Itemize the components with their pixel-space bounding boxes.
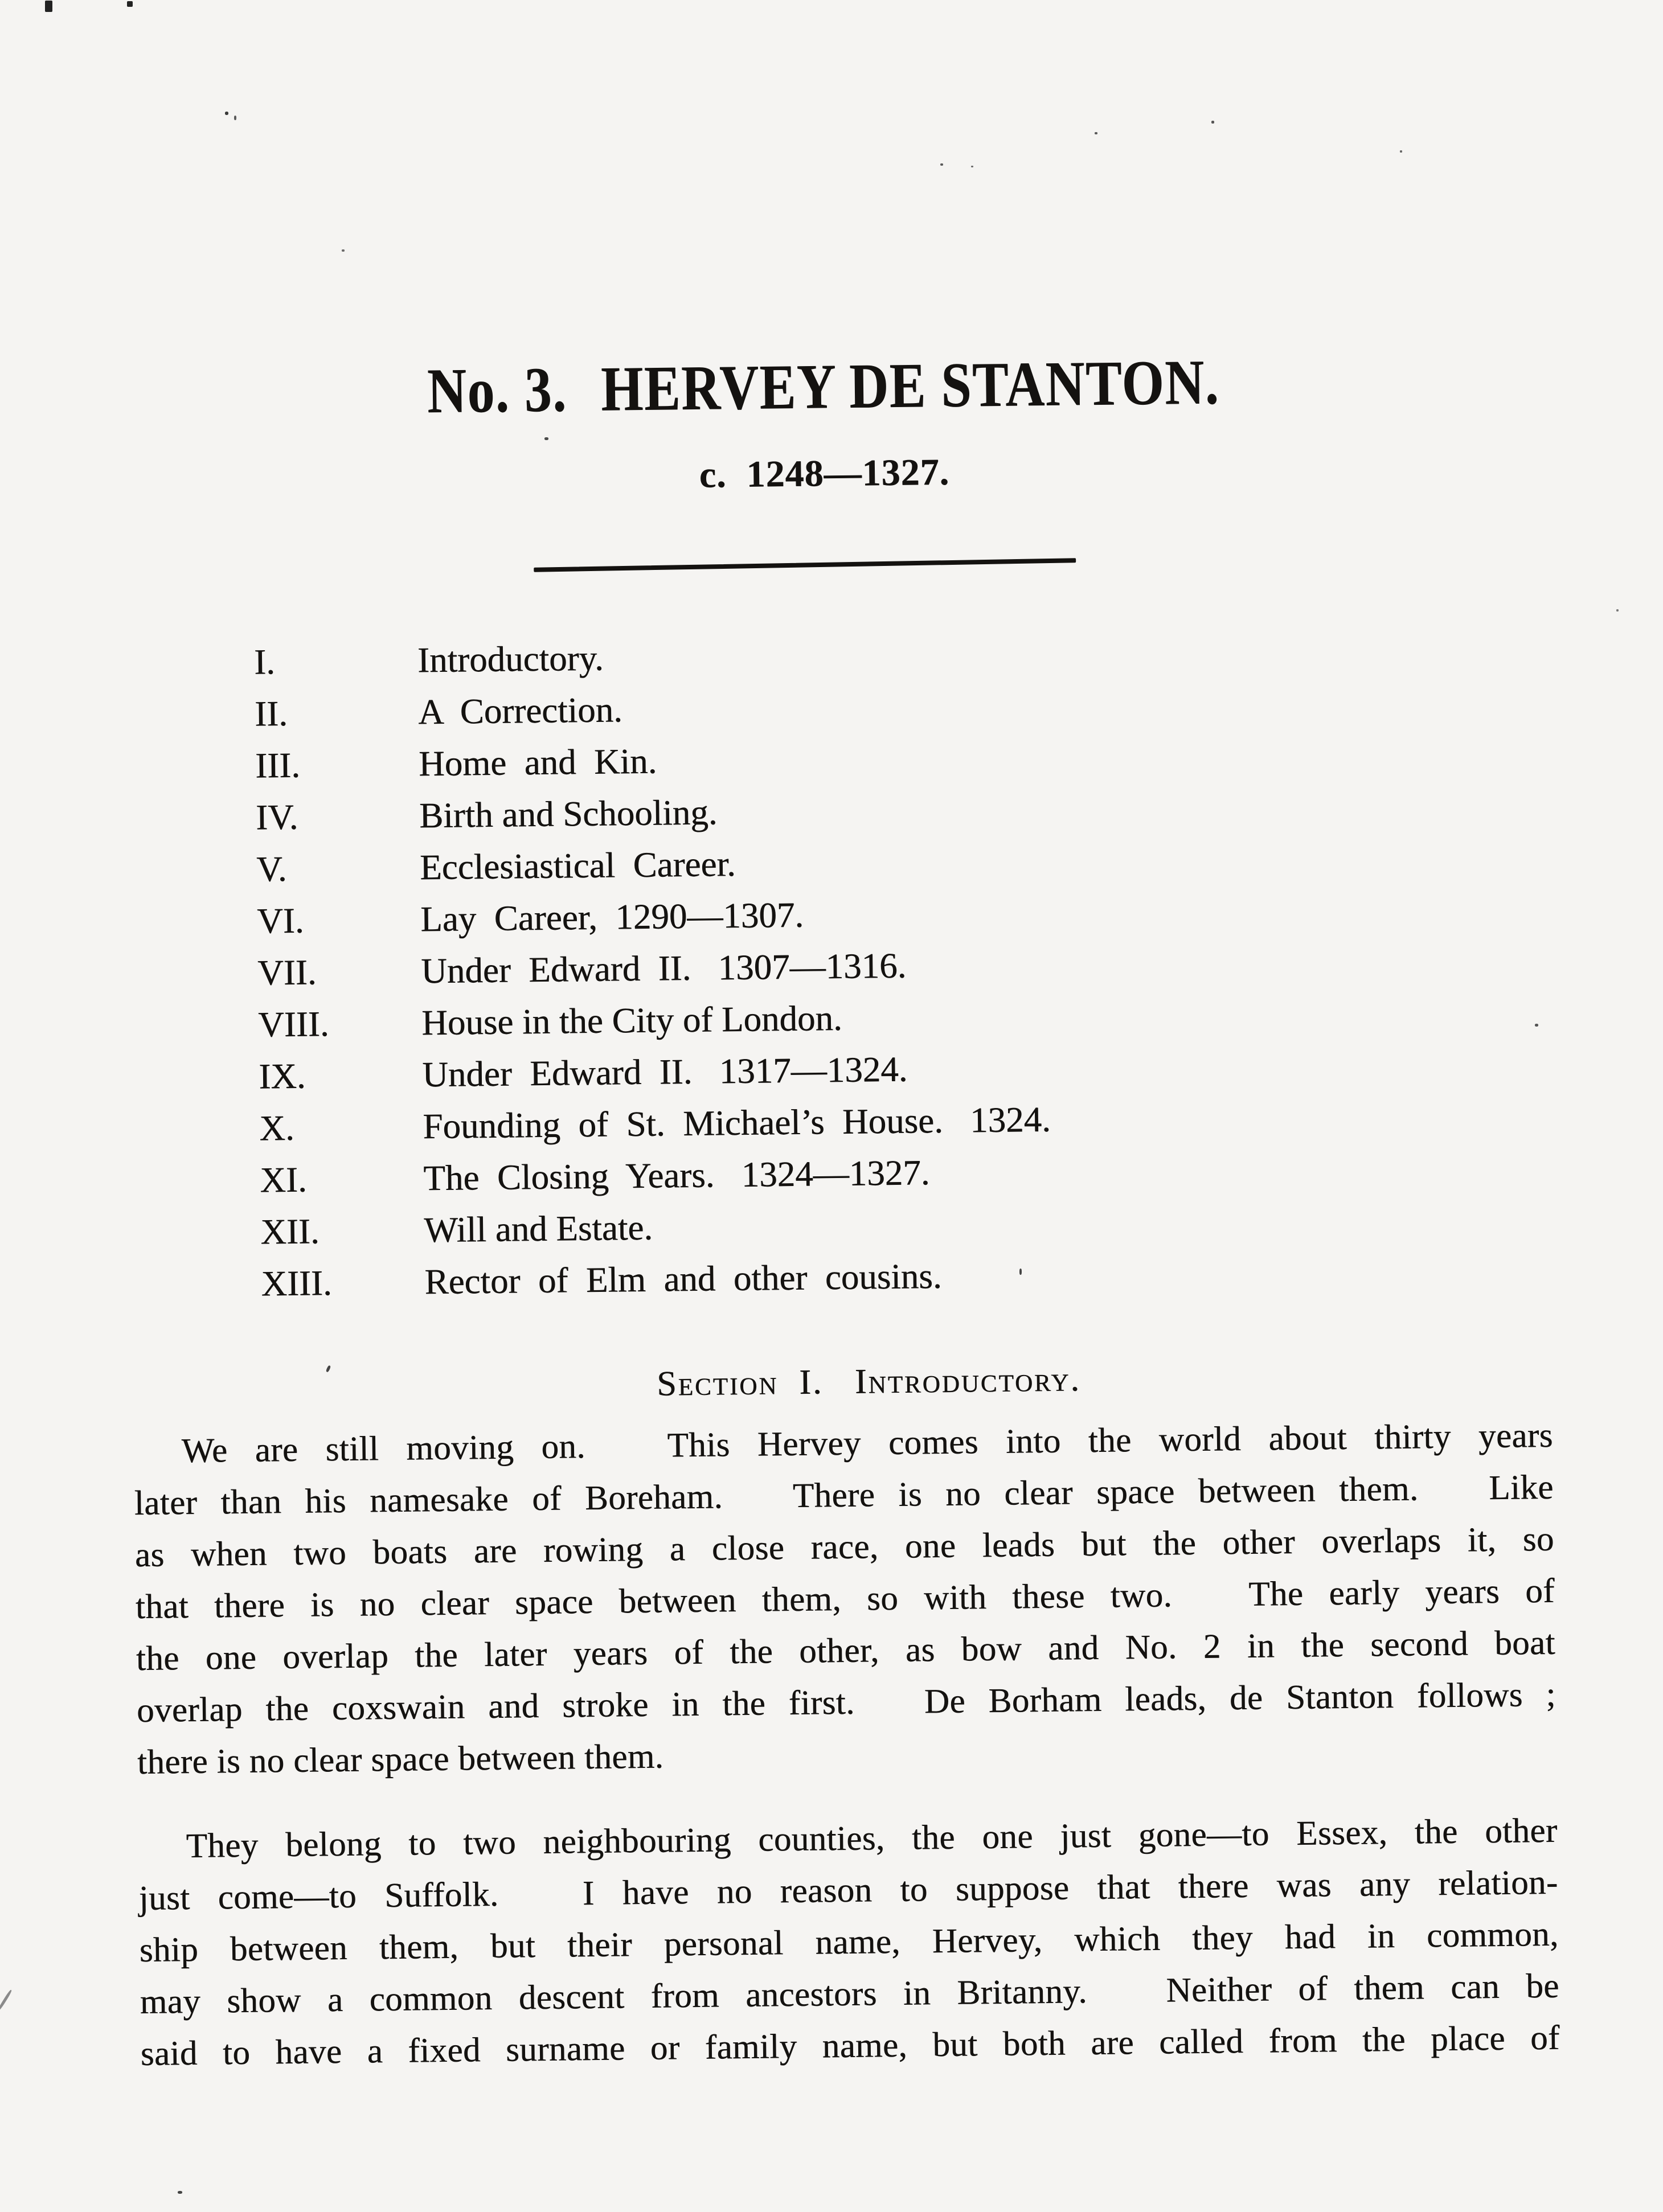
toc-numeral: X.	[259, 1107, 295, 1148]
text-line: later than his namesake of Boreham. There is no clear space between them. Like	[134, 1468, 1554, 1522]
scan-speck	[1400, 150, 1402, 153]
scan-speck	[544, 437, 548, 440]
page-title-name: HERVEY DE STANTON.	[600, 347, 1220, 425]
toc-item-title: Lay Career, 1290—1307.	[420, 894, 804, 939]
toc-numeral: VIII.	[257, 1004, 329, 1045]
scan-speck	[940, 163, 943, 166]
toc-item-title: Home and Kin.	[418, 741, 657, 784]
page-subtitle: c. 1248—1327.	[699, 451, 950, 496]
text-line: there is no clear space between them.	[137, 1737, 664, 1782]
toc-item-title: Birth and Schooling.	[419, 792, 718, 836]
toc-numeral: XIII.	[261, 1262, 333, 1304]
text-line: We are still moving on. This Hervey comes into the world about thirty years	[181, 1416, 1554, 1470]
toc-list	[254, 622, 1551, 1310]
divider-rule	[534, 558, 1076, 572]
scan-speck	[1535, 1024, 1538, 1027]
toc-numeral: IX.	[258, 1056, 306, 1097]
toc-numeral: IV.	[255, 797, 298, 838]
toc-item-title: The Closing Years. 1324—1327.	[423, 1152, 930, 1199]
toc-item-title: Under Edward II. 1307—1316.	[420, 945, 907, 991]
scan-speck	[1095, 132, 1097, 134]
text-line: the one overlap the later years of the other, as bow and No. 2 in the second boat	[136, 1623, 1556, 1678]
text-line: overlap the coxswain and stroke in the first. De Borham leads, de Stanton follows ;	[136, 1675, 1556, 1730]
scan-speck	[1211, 121, 1214, 124]
toc-numeral: V.	[256, 848, 287, 889]
toc-item-title: Will and Estate.	[424, 1207, 653, 1250]
toc-item-title: Founding of St. Michael’s House. 1324.	[422, 1099, 1051, 1147]
toc-numeral: I.	[253, 642, 276, 682]
section-heading: Section I. Introductory.	[656, 1360, 1082, 1403]
paragraph	[138, 1805, 1560, 2080]
body-paragraphs	[133, 1410, 1560, 2112]
toc-numeral: XII.	[260, 1211, 320, 1252]
scan-speck	[225, 112, 228, 115]
toc-item-title: Ecclesiastical Career.	[419, 843, 736, 888]
toc-numeral: VI.	[256, 900, 304, 941]
text-line: as when two boats are rowing a close race, one leads but the other overlaps it, so	[134, 1520, 1555, 1574]
text-line: just come—to Suffolk. I have no reason to suppose that there was any relation-	[138, 1863, 1558, 1918]
toc-item-title: Rector of Elm and other cousins.	[424, 1255, 942, 1302]
toc-numeral: III.	[255, 745, 301, 786]
scan-speck	[342, 249, 345, 252]
text-line: said to have a fixed surname or family name, but both are called from the place of	[140, 2018, 1560, 2073]
page-title	[116, 347, 1530, 426]
scan-speck	[178, 2191, 182, 2194]
toc-numeral: II.	[254, 693, 288, 734]
scan-speck	[45, 1, 52, 12]
toc-item-title: A Correction.	[417, 690, 623, 732]
scan-speck	[234, 116, 236, 120]
scan-speck	[971, 166, 973, 167]
paragraph	[133, 1410, 1556, 1788]
toc-item-title: Under Edward II. 1317—1324.	[421, 1049, 908, 1095]
toc-numeral: XI.	[260, 1159, 308, 1200]
scan-speck	[127, 1, 133, 7]
text-line: They belong to two neighbouring counties, the one just gone—to Essex, the other	[186, 1811, 1558, 1865]
text-line: may show a common descent from ancestors in Britanny. Neither of them can be	[140, 1967, 1559, 2021]
text-line: ship between them, but their personal name, Hervey, which they had in common,	[139, 1915, 1559, 1969]
toc-numeral: VII.	[257, 952, 317, 993]
scan-speck	[1019, 1269, 1022, 1275]
toc-item-title: Introductory.	[417, 638, 604, 680]
text-line: that there is no clear space between them, so with these two. The early years of	[135, 1571, 1555, 1626]
page-title-number: No. 3.	[427, 354, 568, 426]
toc-item-title: House in the City of London.	[421, 998, 843, 1043]
scan-speck	[1616, 609, 1619, 612]
